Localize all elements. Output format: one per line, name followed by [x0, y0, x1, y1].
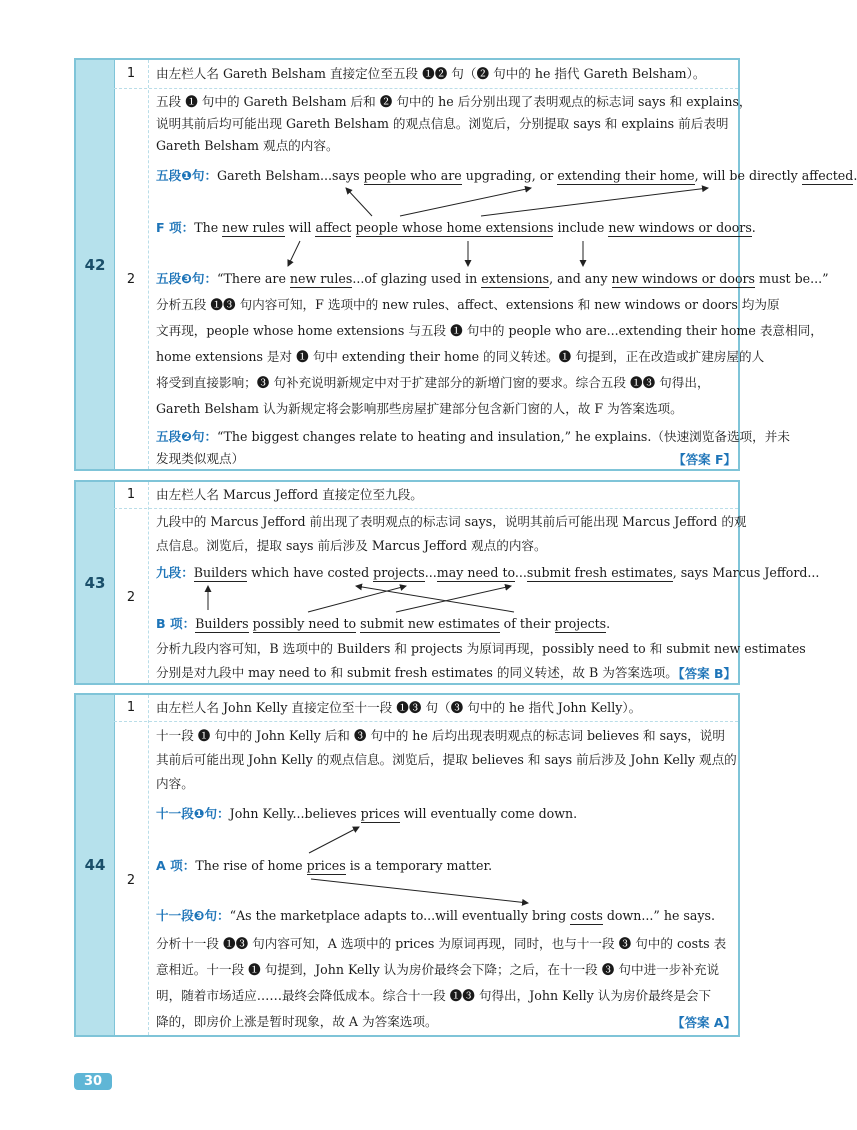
underlined-phrase: submit fresh estimates — [526, 565, 673, 580]
underlined-phrase: new rules — [222, 220, 285, 235]
quote-label: 十一段❶句： — [156, 806, 230, 821]
step-2-label: 2 — [126, 873, 136, 888]
option-text: The rise of home — [195, 858, 307, 873]
analysis-line: Gareth Belsham 观点的内容。 — [156, 138, 339, 153]
option-a — [156, 857, 732, 875]
quote-para11-s1 — [156, 805, 732, 823]
arrow-line — [396, 586, 511, 612]
analysis-line: Gareth Belsham 认为新规定将会影响那些房屋扩建部分包含新门窗的人，故 F 为答案选项。 — [156, 401, 683, 416]
analysis-line: 内容。 — [156, 776, 194, 791]
step-1-label: 1 — [126, 700, 136, 715]
step-1-label: 1 — [126, 66, 136, 81]
underlined-phrase: submit new estimates — [360, 616, 500, 631]
locate-sentence: 由左栏人名 Marcus Jefford 直接定位至九段。 — [156, 487, 423, 502]
analysis-line: 分析五段 ❶❸ 句内容可知，F 选项中的 new rules、affect、extensions 和 new windows or doors 均为原 — [156, 297, 780, 312]
option-f — [156, 219, 756, 237]
underlined-phrase: extensions — [481, 271, 550, 286]
underlined-phrase: Builders — [195, 616, 249, 631]
arrow-line — [311, 879, 528, 903]
answer-badge: 【答案 B】 — [672, 666, 736, 681]
analysis-line: 其前后可能出现 John Kelly 的观点信息。浏览后，提取 believes 和 says 前后涉及 John Kelly 观点的 — [156, 752, 737, 767]
question-number: 44 — [76, 695, 115, 1035]
locate-sentence: 由左栏人名 John Kelly 直接定位至十一段 ❶❸ 句（❸ 句中的 he 指代 John Kelly）。 — [156, 700, 642, 715]
analysis-line: 分析十一段 ❶❸ 句内容可知，A 选项中的 prices 为原词再现，同时，也与十一段 ❸ 句中的 costs 表 — [156, 936, 727, 951]
row-separator — [114, 508, 738, 509]
analysis-line: 说明其前后均可能出现 Gareth Belsham 的观点信息。浏览后，分别提取 says 和 explains 前后表明 — [156, 116, 729, 131]
arrow-line — [400, 188, 531, 216]
underlined-phrase: costs — [570, 908, 603, 923]
quote-text: upgrading, or — [461, 168, 558, 183]
locate-sentence: 由左栏人名 Gareth Belsham 直接定位至五段 ❶❷ 句（❷ 句中的 he 指代 Gareth Belsham）。 — [156, 66, 706, 81]
page-number: 30 — [74, 1073, 112, 1090]
analysis-line: 九段中的 Marcus Jefford 前出现了表明观点的标志词 says，说明其前后可能出现 Marcus Jefford 的观 — [156, 514, 747, 529]
option-text: . — [606, 616, 611, 631]
option-b — [156, 615, 732, 633]
question-44-block — [74, 693, 740, 1037]
option-label: B 项： — [156, 616, 196, 631]
arrow-line — [309, 827, 359, 853]
quote-text: “There are — [217, 271, 290, 286]
underlined-phrase: people whose home extensions — [355, 220, 554, 235]
quote-text: which have costed — [247, 565, 374, 580]
underlined-phrase: projects — [554, 616, 607, 631]
underlined-phrase: people who are — [363, 168, 462, 183]
quote-label: 五段❸句： — [156, 271, 218, 286]
quote-para11-s3 — [156, 907, 732, 925]
analysis-line: 分别是对九段中 may need to 和 submit fresh estimates 的同义转述，故 B 为答案选项。 — [156, 665, 678, 680]
question-42-block — [74, 58, 857, 471]
arrow-line — [481, 188, 708, 216]
step-column — [114, 60, 149, 469]
quote-para5-s1 — [156, 167, 857, 185]
option-text: is a temporary matter. — [345, 858, 493, 873]
option-label: F 项： — [156, 220, 195, 235]
quote-text: , will be directly — [694, 168, 802, 183]
option-text: include — [553, 220, 609, 235]
analysis-line: 发现类似观点） — [156, 451, 245, 466]
arrow-line — [356, 586, 514, 612]
quote-text: “The biggest changes relate to heating and insulation,” he explains.（快速浏览备选项，并未 — [217, 429, 790, 444]
analysis-line: 十一段 ❶ 句中的 John Kelly 后和 ❸ 句中的 he 后均出现表明观点的标志词 believes 和 says，说明 — [156, 728, 725, 743]
row-separator — [114, 721, 738, 722]
analysis-line: 意相近。十一段 ❶ 句提到，John Kelly 认为房价最终会下降；之后，在十一段 ❸ 句中进一步补充说 — [156, 962, 720, 977]
step-1-label: 1 — [126, 487, 136, 502]
quote-text: down...” he says. — [602, 908, 715, 923]
answer-badge: 【答案 A】 — [671, 1015, 736, 1030]
answer-badge: 【答案 F】 — [673, 452, 736, 467]
quote-text: ...of glazing used in — [352, 271, 482, 286]
option-text — [351, 220, 355, 235]
underlined-phrase: affected — [801, 168, 854, 183]
analysis-line: 文再现，people whose home extensions 与五段 ❶ 句中的 people who are...extending their home 表意相同， — [156, 323, 823, 338]
underlined-phrase: possibly need to — [252, 616, 357, 631]
quote-text: ... — [424, 565, 437, 580]
quote-label: 九段： — [156, 565, 194, 580]
quote-text: , says Marcus Jefford... — [672, 565, 820, 580]
underlined-phrase: extending their home — [557, 168, 695, 183]
question-43-block — [74, 480, 820, 685]
option-text: will — [284, 220, 316, 235]
step-2-label: 2 — [126, 590, 136, 605]
row-separator — [114, 88, 738, 89]
quote-para9 — [156, 564, 820, 582]
quote-para5-s2 — [156, 428, 790, 446]
question-number: 43 — [76, 482, 115, 683]
option-text: The — [194, 220, 223, 235]
option-text: of their — [499, 616, 555, 631]
quote-text: John Kelly...believes — [229, 806, 361, 821]
underlined-phrase: prices — [360, 806, 400, 821]
underlined-phrase: may need to — [436, 565, 515, 580]
underlined-phrase: projects — [373, 565, 425, 580]
option-text — [249, 616, 253, 631]
step-column — [114, 695, 149, 1035]
quote-para5-s3 — [156, 270, 829, 288]
arrow-line — [346, 188, 372, 216]
quote-text: must be...” — [755, 271, 829, 286]
quote-text: ... — [514, 565, 527, 580]
underlined-phrase: affect — [315, 220, 352, 235]
quote-label: 十一段❸句： — [156, 908, 230, 923]
analysis-line: 点信息。浏览后，提取 says 前后涉及 Marcus Jefford 观点的内容。 — [156, 538, 547, 553]
arrow-line — [288, 241, 300, 266]
underlined-phrase: new windows or doors — [608, 220, 752, 235]
analysis-line: 五段 ❶ 句中的 Gareth Belsham 后和 ❷ 句中的 he 后分别出现了表明观点的标志词 says 和 explains， — [156, 94, 752, 109]
quote-text: Gareth Belsham...says — [217, 168, 364, 183]
step-column — [114, 482, 149, 683]
underlined-phrase: Builders — [193, 565, 248, 580]
analysis-line: 将受到直接影响；❸ 句补充说明新规定中对于扩建部分的新增门窗的要求。综合五段 ❶❸ 句得出， — [156, 375, 710, 390]
step-2-label: 2 — [126, 272, 136, 287]
option-text: . — [751, 220, 756, 235]
analysis-line: home extensions 是对 ❶ 句中 extending their home 的同义转述。❶ 句提到，正在改造或扩建房屋的人 — [156, 349, 765, 364]
underlined-phrase: new rules — [289, 271, 353, 286]
underlined-phrase: prices — [306, 858, 346, 873]
analysis-line: 降的，即房价上涨是暂时现象，故 A 为答案选项。 — [156, 1014, 438, 1029]
quote-text: . — [853, 168, 857, 183]
underlined-phrase: new windows or doors — [611, 271, 756, 286]
quote-label: 五段❶句： — [156, 168, 218, 183]
question-number: 42 — [76, 60, 115, 469]
analysis-line: 明，随着市场适应……最终会降低成本。综合十一段 ❶❸ 句得出，John Kelly 认为房价最终是会下 — [156, 988, 712, 1003]
option-label: A 项： — [156, 858, 196, 873]
quote-text: “As the marketplace adapts to...will eventually bring — [229, 908, 571, 923]
quote-label: 五段❷句： — [156, 429, 218, 444]
analysis-line: 分析九段内容可知，B 选项中的 Builders 和 projects 为原词再现，possibly need to 和 submit new estimates — [156, 641, 806, 656]
quote-text: , and any — [549, 271, 612, 286]
quote-text: will eventually come down. — [399, 806, 578, 821]
arrow-line — [308, 586, 406, 612]
